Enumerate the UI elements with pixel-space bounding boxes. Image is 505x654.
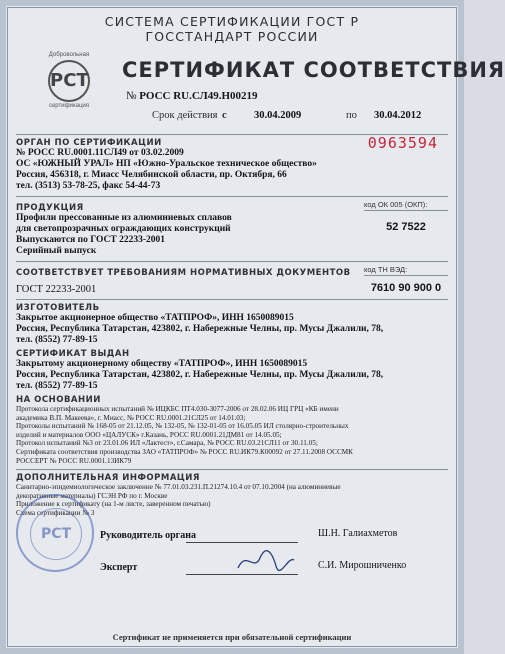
system-header: СИСТЕМА СЕРТИФИКАЦИИ ГОСТ Р — [104, 14, 360, 29]
expert-signature-line — [186, 574, 298, 575]
basis-line: Протоколы испытаний № 168-05 от 21.12.05, № 132-05, № 132-01-05 от 16.05.05 ИЛ столярно-строительных — [16, 422, 349, 431]
rst-logo — [36, 52, 102, 112]
validity-to-word: по — [346, 110, 357, 121]
organ-heading: ОРГАН ПО СЕРТИФИКАЦИИ — [16, 138, 162, 148]
title-block — [16, 52, 505, 110]
stamp-mark: РСТ — [30, 508, 82, 560]
expert-name: С.И. Мирошниченко — [318, 559, 407, 571]
extra-heading: ДОПОЛНИТЕЛЬНАЯ ИНФОРМАЦИЯ — [16, 473, 200, 484]
issued-to-heading: СЕРТИФИКАТ ВЫДАН — [16, 349, 130, 359]
basis-line: Сертификата соответствия производства ЗАО «ТАТПРОФ» № РОСС RU.ИК79.К00092 от 27.11.2008 ОССМК — [16, 447, 353, 456]
logo-caption-bottom: сертификация — [48, 103, 90, 109]
divider — [16, 261, 448, 262]
extra-line: декоративные материалы) ГСЭН РФ по г. Москве — [16, 491, 168, 500]
number-sign: № — [126, 90, 137, 102]
organ-head-label: Руководитель органа — [100, 529, 196, 541]
basis-line: Протокол испытаний №3 от 23.01.06 ИЛ «Лактест», г.Самара, № РОСС RU.03.21СЛ11 от 30.11.05; — [16, 439, 318, 448]
validity-from-date: 30.04.2009 — [254, 110, 302, 121]
organ-line: № РОСС RU.0001.11СЛ49 от 03.02.2009 — [16, 148, 184, 158]
tnved-code-label: код ТН ВЭД: — [364, 265, 448, 276]
requirements-doc: ГОСТ 22233-2001 — [16, 284, 97, 295]
basis-line: РОССЕРТ № РОСС RU.0001.13ИК79 — [16, 456, 132, 465]
certificate-title: СЕРТИФИКАТ СООТВЕТСТВИЯ — [122, 58, 505, 82]
manufacturer-line: тел. (8552) 77-89-15 — [16, 335, 98, 345]
basis-line: Протокола сертификационных испытаний № ИЦКБС ПТ4.030-3077-2006 от 28.02.06 ИЦ ГРЦ «КБ имени — [16, 405, 339, 413]
serial-number: 0963594 — [367, 134, 438, 152]
product-line: Профили прессованные из алюминиевых сплавов — [16, 213, 232, 223]
manufacturer-heading: ИЗГОТОВИТЕЛЬ — [16, 303, 100, 313]
issued-to-line: Россия, Республика Татарстан, 423802, г. Набережные Челны, пр. Мусы Джалили, 78, — [16, 370, 384, 380]
divider — [16, 299, 448, 300]
rst-logo-icon: РСТ — [48, 60, 90, 102]
basis-line: академика В.П. Макеева», г. Миасс, № РОСС RU.0001.21СЛ25 от 14.01.03; — [16, 413, 246, 422]
product-line: для светопрозрачных ограждающих конструкций — [16, 224, 231, 234]
stamp-icon — [16, 494, 94, 572]
certificate-body — [16, 14, 505, 642]
okp-code-label: код ОК 005 (ОКП): — [364, 200, 448, 211]
validity-label: Срок действия — [152, 110, 218, 121]
divider — [16, 196, 448, 197]
agency-header: ГОССТАНДАРТ РОССИИ — [145, 29, 319, 44]
expert-label: Эксперт — [100, 561, 138, 573]
basis-heading: НА ОСНОВАНИИ — [16, 395, 101, 405]
logo-caption-top: Добровольная — [48, 52, 90, 58]
manufacturer-line: Закрытое акционерное общество «ТАТПРОФ», ИНН 1650089015 — [16, 313, 294, 323]
basis-line: изделий и материалов ООО «ЦАЛУСК» г.Казань, РОСС RU.0001.21ДМ81 от 14.05.05; — [16, 430, 282, 439]
validity-from-word: с — [222, 110, 227, 121]
divider — [16, 469, 448, 470]
validity-to-date: 30.04.2012 — [374, 110, 422, 121]
product-heading: ПРОДУКЦИЯ — [16, 203, 84, 213]
organ-line: тел. (3513) 53-78-25, факс 54-44-73 — [16, 181, 161, 191]
footer-note: Сертификат не применяется при обязательной сертификации — [112, 632, 352, 642]
organ-signature-line — [186, 542, 298, 543]
organ-line: ОС «ЮЖНЫЙ УРАЛ» НП «Южно-Уральское техническое общество» — [16, 159, 317, 169]
signature-block — [16, 522, 448, 580]
validity-period — [16, 110, 448, 130]
organ-line: Россия, 456318, г. Миасс Челябинской области, пр. Октября, 66 — [16, 170, 287, 180]
tnved-code-box — [364, 265, 448, 295]
signature-icon — [236, 548, 296, 574]
extra-line: Приложение к сертификату (на 1-м листе, заверенном печатью) — [16, 500, 211, 509]
manufacturer-line: Россия, Республика Татарстан, 423802, г. Набережные Челны, пр. Мусы Джалили, 78, — [16, 324, 384, 334]
product-section — [16, 200, 448, 257]
issued-to-line: Закрытому акционерному обществу «ТАТПРОФ», ИНН 1650089015 — [16, 359, 308, 369]
okp-code-value: 52 7522 — [386, 221, 426, 233]
okp-code-box — [364, 200, 448, 257]
requirements-heading: СООТВЕТСТВУЕТ ТРЕБОВАНИЯМ НОРМАТИВНЫХ ДОКУМЕНТОВ — [16, 268, 351, 278]
extra-line: Санитарно-эпидемиологическое заключение № 77.01.03.231.П.21274.10.4 от 07.10.2004 (на алюминиевые — [16, 483, 341, 492]
number-value: РОСС RU.СЛ49.Н00219 — [139, 90, 258, 102]
certificate-number — [126, 90, 446, 102]
organ-head-name: Ш.Н. Галиахметов — [318, 527, 398, 539]
product-line: Выпускаются по ГОСТ 22233-2001 — [16, 235, 166, 245]
extra-line: Схема сертификации № 3 — [16, 508, 95, 517]
issued-to-line: тел. (8552) 77-89-15 — [16, 381, 98, 391]
requirements-section — [16, 265, 448, 295]
tnved-code-value: 7610 90 900 0 — [370, 282, 442, 294]
product-line: Серийный выпуск — [16, 246, 97, 256]
